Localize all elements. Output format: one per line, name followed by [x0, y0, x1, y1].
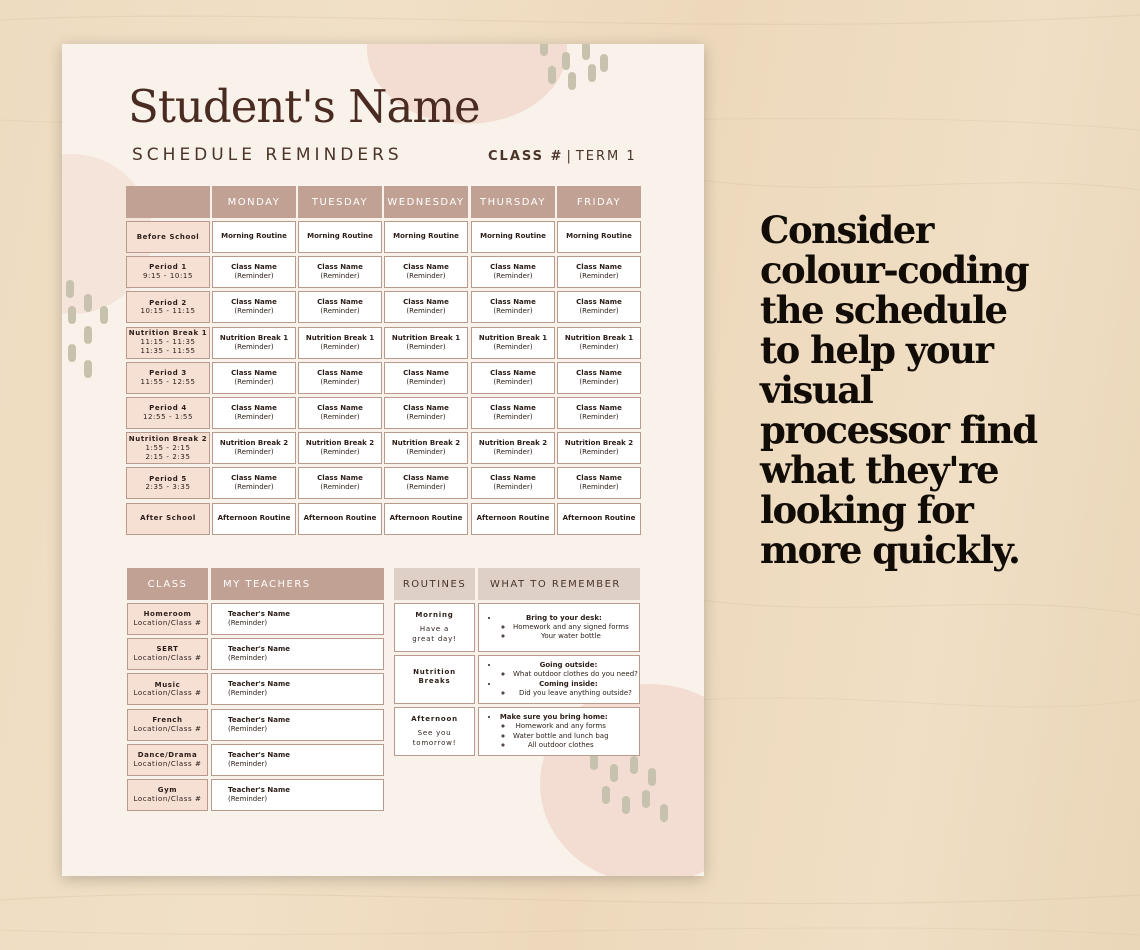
- cell-reminder: (Reminder): [493, 342, 533, 351]
- schedule-cell[interactable]: [298, 256, 382, 288]
- cell-class-name: Class Name: [490, 403, 536, 412]
- cell-class-name: Morning Routine: [307, 232, 373, 241]
- period-label: [126, 256, 210, 288]
- cell-reminder: (Reminder): [406, 307, 446, 316]
- period-label: [126, 467, 210, 499]
- teacher-location: Location/Class #: [133, 654, 202, 663]
- cell-class-name: Afternoon Routine: [562, 514, 636, 523]
- schedule-cell[interactable]: [471, 503, 555, 535]
- schedule-cell[interactable]: [212, 291, 296, 323]
- side-caption-line: colour-coding: [760, 248, 1029, 292]
- period-time: 9:15 - 10:15: [142, 272, 194, 281]
- routine-message: Have a: [419, 625, 450, 634]
- schedule-cell[interactable]: [384, 256, 468, 288]
- cell-reminder: (Reminder): [320, 483, 360, 492]
- separator: |: [566, 149, 573, 164]
- cell-class-name: Class Name: [576, 368, 622, 377]
- cell-class-name: Class Name: [231, 368, 277, 377]
- remember-subitem: ◦ What outdoor clothes do you need?: [513, 670, 638, 679]
- schedule-cell[interactable]: [557, 503, 641, 535]
- cell-class-name: Class Name: [231, 263, 277, 272]
- remember-subitem: ◦ Homework and any forms: [513, 722, 609, 731]
- teacher-class-name: Dance/Drama: [137, 751, 198, 760]
- teacher-cell[interactable]: [211, 709, 384, 741]
- cell-reminder: (Reminder): [493, 377, 533, 386]
- remember-list: [485, 713, 609, 749]
- routine-name-line: Nutrition: [413, 667, 456, 676]
- remember-cell[interactable]: [478, 603, 640, 652]
- cell-reminder: (Reminder): [234, 377, 274, 386]
- teacher-location: Location/Class #: [133, 724, 202, 733]
- remember-item-text: Make sure you bring home:: [499, 713, 608, 722]
- schedule-cell[interactable]: [557, 362, 641, 394]
- cell-reminder: (Reminder): [234, 307, 274, 316]
- schedule-cell[interactable]: [298, 362, 382, 394]
- cell-class-name: Class Name: [490, 298, 536, 307]
- schedule-cell[interactable]: [298, 291, 382, 323]
- schedule-cell[interactable]: [471, 327, 555, 359]
- remember-subitem: ◦ Homework and any signed forms: [513, 623, 629, 632]
- cell-reminder: (Reminder): [320, 377, 360, 386]
- period-label: [126, 221, 210, 253]
- day-header-thursday: THURSDAY: [471, 186, 555, 218]
- schedule-cell[interactable]: [557, 256, 641, 288]
- schedule-cell[interactable]: [557, 327, 641, 359]
- schedule-cell[interactable]: [384, 397, 468, 429]
- cell-class-name: Class Name: [576, 403, 622, 412]
- remember-list: [485, 614, 629, 641]
- cell-class-name: Nutrition Break 2: [564, 439, 634, 448]
- cell-class-name: Class Name: [231, 298, 277, 307]
- teacher-name: Teacher's Name: [228, 645, 291, 654]
- my-teachers-header: MY TEACHERS: [211, 568, 384, 600]
- cell-reminder: (Reminder): [493, 483, 533, 492]
- schedule-cell[interactable]: [471, 467, 555, 499]
- teacher-class-name: SERT: [156, 645, 179, 654]
- period-label: [126, 327, 210, 359]
- period-time: 2:35 - 3:35: [145, 483, 191, 492]
- cell-reminder: (Reminder): [406, 272, 446, 281]
- schedule-cell[interactable]: [384, 467, 468, 499]
- teacher-class-label: [127, 744, 208, 776]
- side-caption-line: what they're: [760, 448, 999, 492]
- period-name: After School: [140, 514, 196, 523]
- cell-class-name: Class Name: [403, 368, 449, 377]
- side-caption-line: processor find: [760, 408, 1037, 452]
- schedule-cell[interactable]: [471, 432, 555, 464]
- cell-class-name: Class Name: [317, 298, 363, 307]
- side-caption-line: Consider: [760, 208, 933, 252]
- schedule-cell[interactable]: [557, 432, 641, 464]
- remember-item: [499, 614, 629, 641]
- cell-reminder: (Reminder): [320, 413, 360, 421]
- schedule-cell[interactable]: [212, 221, 296, 253]
- routine-name: [413, 668, 456, 686]
- cell-reminder: (Reminder): [579, 413, 619, 421]
- cell-reminder: (Reminder): [406, 377, 446, 386]
- schedule-cell[interactable]: [298, 221, 382, 253]
- cell-class-name: Class Name: [576, 298, 622, 307]
- schedule-cell[interactable]: [557, 467, 641, 499]
- teacher-reminder: (Reminder): [228, 689, 268, 698]
- remember-item: [499, 680, 638, 698]
- routine-label: [394, 707, 475, 756]
- cell-reminder: (Reminder): [406, 483, 446, 492]
- teacher-cell[interactable]: [211, 673, 384, 705]
- schedule-cell[interactable]: [298, 432, 382, 464]
- routine-name: [411, 715, 458, 724]
- day-header-wednesday: WEDNESDAY: [384, 186, 468, 218]
- cell-class-name: Nutrition Break 2: [219, 439, 289, 448]
- period-time-2: 11:35 - 11:55: [140, 346, 196, 355]
- schedule-cell[interactable]: [212, 362, 296, 394]
- teacher-class-name: French: [152, 715, 183, 724]
- routines-header: ROUTINES: [394, 568, 475, 600]
- remember-item: [499, 713, 609, 749]
- teacher-class-label: [127, 779, 208, 811]
- routine-name-line-2: Breaks: [418, 677, 451, 685]
- remember-subitem: ◦ Did you leave anything outside?: [513, 689, 638, 698]
- teacher-reminder: (Reminder): [228, 619, 268, 627]
- cell-class-name: Class Name: [231, 403, 277, 412]
- routine-name-line: Afternoon: [411, 715, 458, 724]
- cell-reminder: (Reminder): [579, 448, 619, 457]
- routine-name: [415, 611, 453, 620]
- cell-class-name: Class Name: [490, 474, 536, 483]
- cell-reminder: (Reminder): [234, 272, 274, 281]
- cell-class-name: Class Name: [576, 263, 622, 272]
- page-title: Student's Name: [128, 80, 480, 133]
- teacher-cell[interactable]: [211, 779, 384, 811]
- day-header-tuesday: TUESDAY: [298, 186, 382, 218]
- schedule-cell[interactable]: [212, 256, 296, 288]
- remember-cell[interactable]: [478, 655, 640, 704]
- side-caption-line: visual: [760, 368, 873, 412]
- teacher-class-name: Gym: [157, 786, 178, 795]
- period-time: 12:55 - 1:55: [142, 413, 194, 421]
- remember-subitem: ◦ Your water bottle: [513, 632, 629, 641]
- schedule-page: [62, 44, 704, 876]
- class-term: [488, 149, 637, 164]
- teacher-name: Teacher's Name: [228, 785, 291, 794]
- cell-class-name: Class Name: [317, 403, 363, 412]
- remember-item-text: Bring to your desk:: [525, 613, 602, 622]
- schedule-cell[interactable]: [471, 362, 555, 394]
- schedule-cell[interactable]: [298, 503, 382, 535]
- period-time-2: 2:15 - 2:35: [145, 452, 191, 461]
- teacher-location: Location/Class #: [133, 795, 202, 803]
- schedule-cell[interactable]: [298, 327, 382, 359]
- schedule-cell[interactable]: [212, 432, 296, 464]
- routine-message-2: tomorrow!: [412, 738, 457, 747]
- routine-message-2: great day!: [412, 634, 457, 643]
- teacher-name: Teacher's Name: [228, 715, 291, 724]
- teacher-class-label: [127, 638, 208, 670]
- class-header: CLASS: [127, 568, 208, 600]
- teacher-cell[interactable]: [211, 603, 384, 635]
- cell-class-name: Class Name: [317, 368, 363, 377]
- cell-class-name: Class Name: [490, 263, 536, 272]
- teacher-class-label: [127, 673, 208, 705]
- period-name: Period 5: [149, 474, 187, 483]
- schedule-cell[interactable]: [212, 467, 296, 499]
- cell-class-name: Nutrition Break 1: [305, 333, 375, 342]
- what-to-remember-header: WHAT TO REMEMBER: [478, 568, 640, 600]
- schedule-cell[interactable]: [471, 397, 555, 429]
- cell-reminder: (Reminder): [320, 342, 360, 351]
- cell-class-name: Class Name: [403, 403, 449, 412]
- period-time: 11:55 - 12:55: [140, 377, 196, 386]
- term-label: TERM 1: [575, 149, 637, 164]
- cell-reminder: (Reminder): [493, 272, 533, 281]
- cell-class-name: Class Name: [576, 474, 622, 483]
- cell-reminder: (Reminder): [406, 413, 446, 421]
- routine-message: See you: [417, 729, 452, 738]
- schedule-cell[interactable]: [384, 362, 468, 394]
- teacher-cell[interactable]: [211, 638, 384, 670]
- cell-reminder: (Reminder): [579, 377, 619, 386]
- period-time: 10:15 - 11:15: [140, 307, 196, 316]
- cell-reminder: (Reminder): [579, 307, 619, 316]
- schedule-cell[interactable]: [212, 397, 296, 429]
- schedule-cell[interactable]: [384, 503, 468, 535]
- period-name: Period 2: [149, 298, 187, 307]
- side-caption-line: looking for: [760, 488, 973, 532]
- side-caption-line: to help your: [760, 328, 993, 372]
- teacher-cell[interactable]: [211, 744, 384, 776]
- teacher-name: Teacher's Name: [228, 609, 291, 618]
- period-label: [126, 432, 210, 464]
- schedule-cell[interactable]: [384, 432, 468, 464]
- period-name: Period 1: [149, 263, 187, 272]
- schedule-cell[interactable]: [212, 327, 296, 359]
- schedule-cell[interactable]: [557, 221, 641, 253]
- cell-class-name: Morning Routine: [221, 232, 287, 241]
- cell-reminder: (Reminder): [406, 342, 446, 351]
- schedule-cell[interactable]: [384, 327, 468, 359]
- cell-reminder: (Reminder): [493, 413, 533, 421]
- cell-class-name: Nutrition Break 1: [391, 333, 461, 342]
- teacher-class-label: [127, 709, 208, 741]
- cell-class-name: Class Name: [317, 474, 363, 483]
- cell-class-name: Nutrition Break 1: [564, 333, 634, 342]
- schedule-cell[interactable]: [557, 397, 641, 429]
- cell-class-name: Afternoon Routine: [476, 514, 550, 523]
- schedule-cell[interactable]: [384, 291, 468, 323]
- period-name: Nutrition Break 2: [128, 435, 208, 444]
- side-caption: [760, 210, 1130, 570]
- schedule-header-corner: [126, 186, 210, 218]
- teacher-class-label: [127, 603, 208, 635]
- schedule-cell[interactable]: [471, 256, 555, 288]
- teacher-name: Teacher's Name: [228, 680, 291, 689]
- cell-class-name: Class Name: [403, 298, 449, 307]
- cell-reminder: (Reminder): [320, 307, 360, 316]
- cell-reminder: (Reminder): [579, 483, 619, 492]
- teacher-reminder: (Reminder): [228, 759, 268, 768]
- cell-reminder: (Reminder): [234, 342, 274, 351]
- period-label: [126, 503, 210, 535]
- day-header-friday: FRIDAY: [557, 186, 641, 218]
- period-time: 1:55 - 2:15: [145, 443, 191, 452]
- cell-class-name: Nutrition Break 1: [478, 333, 548, 342]
- period-name: Period 4: [149, 404, 187, 413]
- cell-reminder: (Reminder): [320, 272, 360, 281]
- cell-reminder: (Reminder): [320, 448, 360, 457]
- teacher-reminder: (Reminder): [228, 724, 268, 733]
- cell-class-name: Class Name: [317, 263, 363, 272]
- schedule-cell[interactable]: [471, 291, 555, 323]
- cell-class-name: Afternoon Routine: [303, 514, 377, 523]
- teacher-location: Location/Class #: [133, 689, 202, 698]
- remember-subitem: ◦ All outdoor clothes: [513, 741, 609, 750]
- teacher-location: Location/Class #: [133, 619, 202, 627]
- remember-item-text: Going outside:: [539, 661, 598, 670]
- cell-class-name: Nutrition Break 2: [305, 439, 375, 448]
- period-time: 11:15 - 11:35: [140, 338, 196, 347]
- schedule-cell[interactable]: [212, 503, 296, 535]
- routine-name-line: Morning: [415, 611, 454, 620]
- cell-class-name: Nutrition Break 1: [219, 333, 289, 342]
- cell-reminder: (Reminder): [234, 448, 274, 457]
- remember-subitem: ◦ Water bottle and lunch bag: [513, 732, 609, 741]
- cell-class-name: Nutrition Break 2: [478, 439, 548, 448]
- period-label: [126, 397, 210, 429]
- teacher-reminder: (Reminder): [228, 654, 268, 663]
- cell-class-name: Afternoon Routine: [389, 514, 463, 523]
- side-caption-line: more quickly.: [760, 528, 1020, 572]
- teacher-location: Location/Class #: [133, 759, 202, 768]
- cell-reminder: (Reminder): [493, 307, 533, 316]
- day-header-monday: MONDAY: [212, 186, 296, 218]
- teacher-class-name: Music: [154, 680, 181, 689]
- cell-class-name: Class Name: [403, 263, 449, 272]
- cell-class-name: Afternoon Routine: [217, 514, 291, 523]
- period-name: Period 3: [149, 369, 187, 378]
- schedule-cell[interactable]: [471, 221, 555, 253]
- remember-cell[interactable]: [478, 707, 640, 756]
- cell-reminder: (Reminder): [234, 413, 274, 421]
- cell-reminder: (Reminder): [234, 483, 274, 492]
- schedule-cell[interactable]: [298, 467, 382, 499]
- side-caption-line: the schedule: [760, 288, 1007, 332]
- period-label: [126, 291, 210, 323]
- cell-reminder: (Reminder): [493, 448, 533, 457]
- teacher-class-name: Homeroom: [143, 610, 192, 619]
- period-name: Before School: [136, 232, 200, 241]
- cell-class-name: Class Name: [231, 474, 277, 483]
- routine-label: [394, 603, 475, 652]
- remember-list: [485, 661, 638, 697]
- cell-class-name: Class Name: [403, 474, 449, 483]
- cell-class-name: Morning Routine: [480, 232, 546, 241]
- remember-item: [499, 661, 638, 679]
- period-name: Nutrition Break 1: [128, 329, 208, 338]
- period-label: [126, 362, 210, 394]
- teacher-name: Teacher's Name: [228, 750, 291, 759]
- cell-reminder: (Reminder): [406, 448, 446, 457]
- cell-class-name: Morning Routine: [393, 232, 459, 241]
- routine-label: [394, 655, 475, 704]
- class-label: CLASS #: [488, 149, 564, 164]
- cell-class-name: Morning Routine: [566, 232, 632, 241]
- remember-item-text: Coming inside:: [539, 679, 598, 688]
- schedule-cell[interactable]: [298, 397, 382, 429]
- teacher-reminder: (Reminder): [228, 795, 268, 803]
- cell-class-name: Nutrition Break 2: [391, 439, 461, 448]
- cell-class-name: Class Name: [490, 368, 536, 377]
- schedule-cell[interactable]: [384, 221, 468, 253]
- cell-reminder: (Reminder): [579, 342, 619, 351]
- cell-reminder: (Reminder): [579, 272, 619, 281]
- schedule-cell[interactable]: [557, 291, 641, 323]
- page-subtitle: SCHEDULE REMINDERS: [132, 145, 403, 165]
